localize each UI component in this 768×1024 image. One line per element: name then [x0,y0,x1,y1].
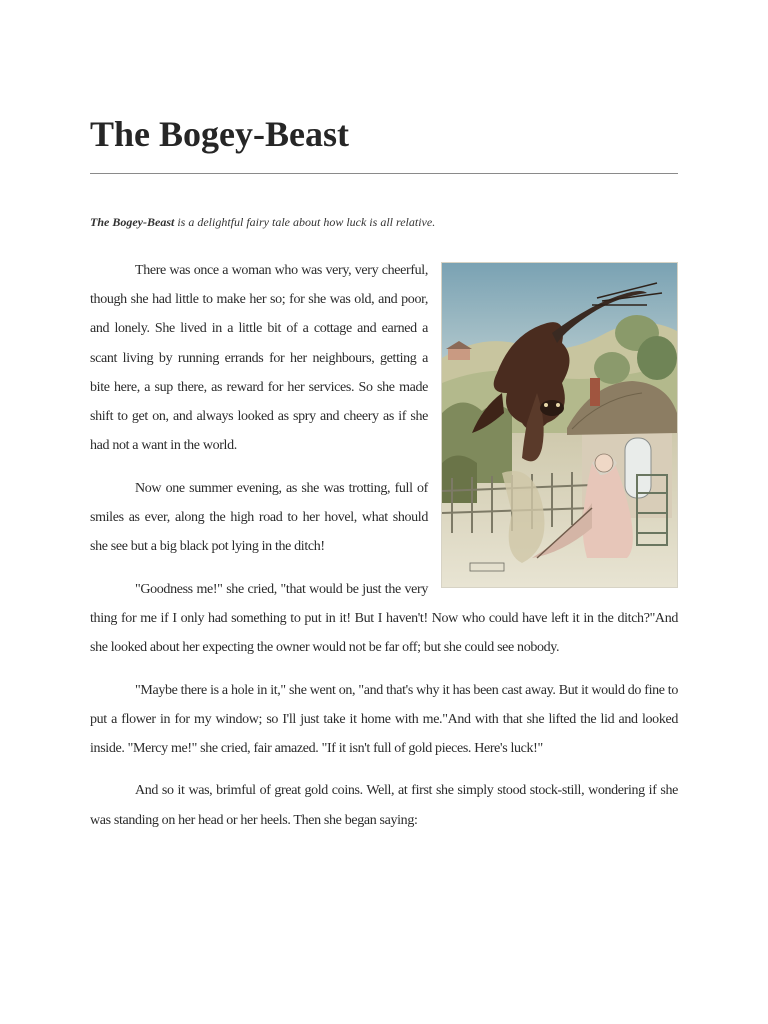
story-paragraph: "Maybe there is a hole in it," she went on, "and that's why it has been cast away. But it would do fine to put a flower in for my window; so I'll just take it home with me."And with that she lifted the lid and looked inside. "Mercy me!" she cried, fair amazed. "If it isn't full of gold pieces. Here's luck!" [90,682,678,756]
intro-lead: The Bogey-Beast [90,215,175,229]
story-paragraph: Now one summer evening, as she was trotting, full of smiles as ever, along the high road to her hovel, what should she see but a big black pot lying in the ditch! [90,480,428,555]
bogey-beast-illustration-icon [441,262,678,588]
illustration-svg [442,263,677,587]
story-paragraph: "Goodness me!" she cried, "that would be just the very thing for me if I only had something to put in it! But I haven't! Now who could have left it in the ditch?"And she looked about her expecting the owner would not be far off; but she could see nobody. [90,581,678,656]
page-title: The Bogey-Beast [90,114,349,154]
title-divider [90,173,678,174]
story-paragraph: There was once a woman who was very, very cheerful, though she had little to make her so; for she was old, and poor, and lonely. She lived in a little bit of a cottage and earned a scant living by running errands for her neighbours, getting a bite here, a sup there, as reward for her services. So she made shift to get on, and always looked as spry and cheery as if she had not a want in the world. [90,263,428,454]
story-paragraph: And so it was, brimful of great gold coins. Well, at first she simply stood stock-still, wondering if she was standing on her head or her heels. Then she began saying: [90,783,678,828]
intro-line [90,212,678,232]
story-body [90,256,678,848]
intro-rest: is a delightful fairy tale about how luck is all relative. [174,215,436,229]
